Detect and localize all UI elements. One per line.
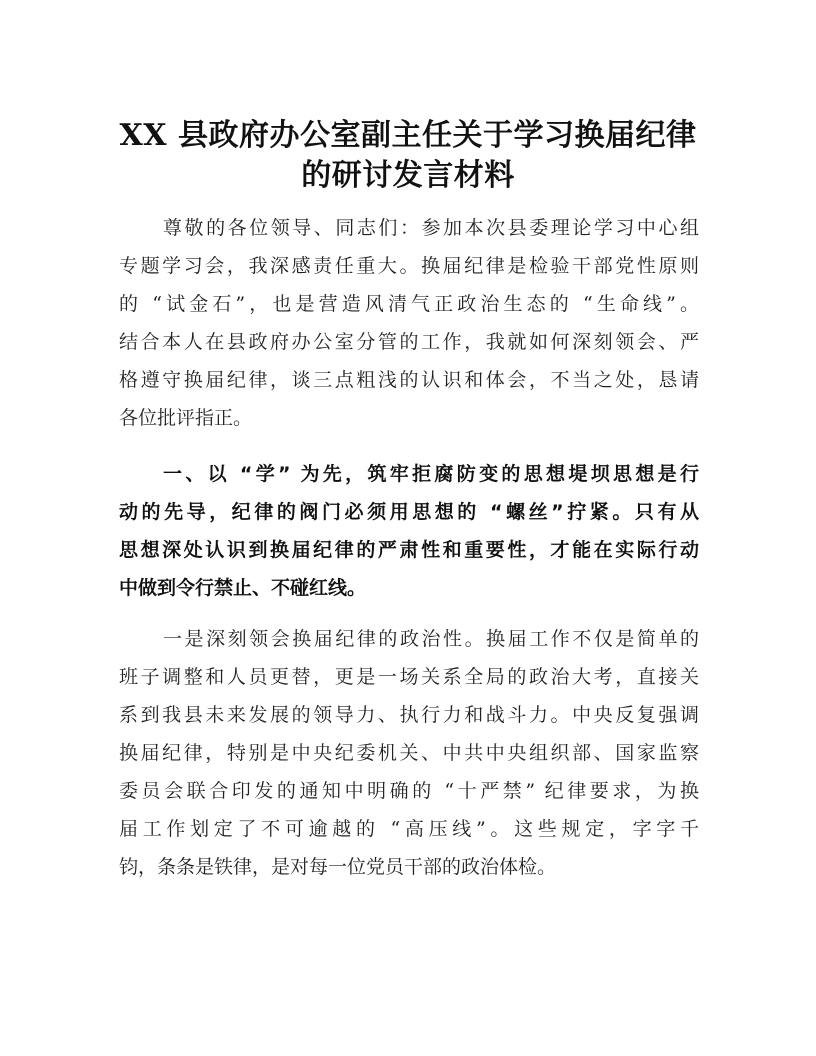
paragraph-line: 届工作划定了不可逾越的 “高压线”。这些规定，字字千 — [119, 818, 699, 840]
paragraph-line: 各位批评指正。 — [119, 407, 253, 429]
opening-paragraph — [119, 209, 699, 437]
paragraph-line: 的 “试金石”，也是营造风清气正政治生态的 “生命线”。 — [119, 293, 699, 315]
paragraph-line: 钧，条条是铁律，是对每一位党员干部的政治体检。 — [119, 856, 557, 878]
paragraph-line: 一是深刻领会换届纪律的政治性。换届工作不仅是简单的 — [163, 628, 699, 650]
paragraph-line: 结合本人在县政府办公室分管的工作，我就如何深刻领会、严 — [119, 331, 699, 353]
body-paragraph — [119, 620, 699, 886]
paragraph-line: 换届纪律，特别是中央纪委机关、中共中央组织部、国家监察 — [119, 742, 699, 764]
paragraph-line: 专题学习会，我深感责任重大。换届纪律是检验干部党性原则 — [119, 255, 699, 277]
heading-line: 中做到令行禁止、不碰红线。 — [119, 577, 367, 599]
paragraph-line: 系到我县未来发展的领导力、执行力和战斗力。中央反复强调 — [119, 704, 699, 726]
paragraph-line: 尊敬的各位领导、同志们：参加本次县委理论学习中心组 — [163, 217, 699, 239]
title-line: XX 县政府办公室副主任关于学习换届纪律 — [119, 118, 697, 153]
paragraph-line: 委员会联合印发的通知中明确的 “十严禁” 纪律要求，为换 — [119, 780, 699, 802]
heading-line: 思想深处认识到换届纪律的严肃性和重要性，才能在实际行动 — [119, 539, 699, 561]
paragraph-line: 格遵守换届纪律，谈三点粗浅的认识和体会，不当之处，恳请 — [119, 369, 699, 391]
heading-line: 一、以 “学” 为先，筑牢拒腐防变的思想堤坝思想是行 — [163, 463, 699, 485]
heading-line: 动的先导，纪律的阀门必须用思想的 “螺丝”拧紧。只有从 — [119, 501, 699, 523]
paragraph-line: 班子调整和人员更替，更是一场关系全局的政治大考，直接关 — [119, 666, 699, 688]
section-heading-paragraph — [119, 455, 699, 607]
title-line: 的研讨发言材料 — [301, 158, 515, 193]
document-title — [100, 116, 716, 196]
